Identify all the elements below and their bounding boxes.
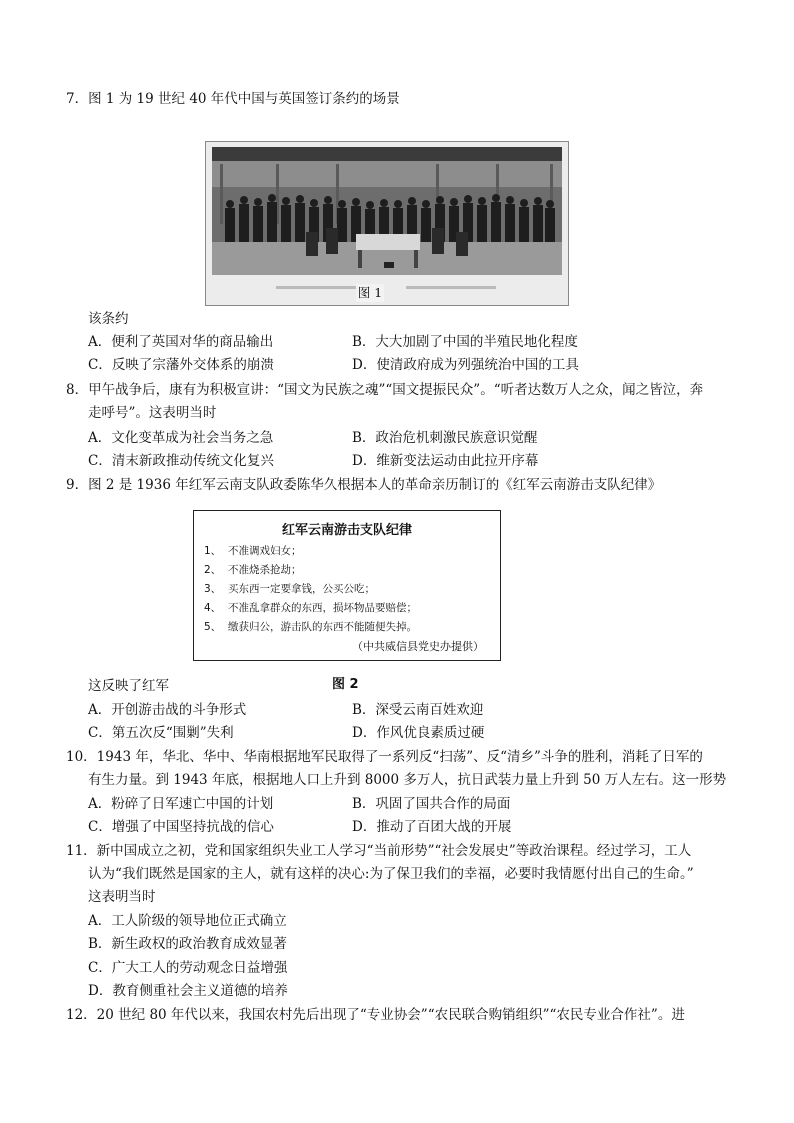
figure-2-caption: 图 2 <box>332 677 359 692</box>
treaty-photo-illustration <box>206 142 568 305</box>
q11-option-c: C．广大工人的劳动观念日益增强 <box>88 960 288 976</box>
q10-option-b: B．巩固了国共合作的局面 <box>352 796 511 812</box>
q11-stem-line-3: 这表明当时 <box>88 889 156 905</box>
q11-stem-line-2: 认为“我们既然是国家的主人，就有这样的决心:为了保卫我们的幸福，必要时我情愿付出自己的生命。” <box>88 866 694 882</box>
q8-option-b: B．政治危机刺激民族意识觉醒 <box>352 430 538 446</box>
q11-option-d: D．教育侧重社会主义道德的培养 <box>88 983 288 999</box>
q7-option-a: A．便利了英国对华的商品输出 <box>88 334 274 350</box>
q9-option-b: B．深受云南百姓欢迎 <box>352 702 484 718</box>
discipline-rule: 3、 买东西一定要拿钱，公买公吃； <box>204 583 375 595</box>
q8-option-a: A．文化变革成为社会当务之急 <box>88 430 274 446</box>
discipline-box-title: 红军云南游击支队纪律 <box>281 523 412 538</box>
q9-option-a: A．开创游击战的斗争形式 <box>88 702 247 718</box>
discipline-rule: 5、 缴获归公，游击队的东西不能随便失掉。 <box>204 621 417 633</box>
q11-stem-line-1: 11．新中国成立之初，党和国家组织失业工人学习“当前形势”“社会发展史”等政治课程。经过学习，工人 <box>66 843 692 859</box>
q8-option-d: D．维新变法运动由此拉开序幕 <box>352 453 539 469</box>
q7-stem: 7．图 1 为 19 世纪 40 年代中国与英国签订条约的场景 <box>66 91 400 107</box>
discipline-rule: 1、 不准调戏妇女； <box>204 545 302 557</box>
q10-option-d: D．推动了百团大战的开展 <box>352 819 512 835</box>
q10-stem-line-2: 有生力量。到 1943 年底，根据地人口上升到 8000 多万人，抗日武装力量上升到 50 万人左右。这一形势 <box>88 772 727 788</box>
q8-stem-line-1: 8．甲午战争后，康有为积极宣讲：“国文为民族之魂”“国文提振民众”。“听者达数万人之众，闻之皆泣，奔 <box>66 382 704 398</box>
figure-2-discipline-box <box>193 510 501 661</box>
q7-option-b: B．大大加剧了中国的半殖民地化程度 <box>352 334 578 350</box>
q9-option-d: D．作风优良素质过硬 <box>352 725 485 741</box>
q8-stem-line-2: 走呼号”。这表明当时 <box>88 405 217 421</box>
q7-option-d: D．使清政府成为列强统治中国的工具 <box>352 357 579 373</box>
discipline-rule: 2、 不准烧杀抢劫； <box>204 564 302 576</box>
q10-option-c: C．增强了中国坚持抗战的信心 <box>88 819 274 835</box>
q8-option-c: C．清末新政推动传统文化复兴 <box>88 453 274 469</box>
q9-stem: 9．图 2 是 1936 年红军云南支队政委陈华久根据本人的革命亲历制订的《红军云南游击支队纪律》 <box>66 477 662 493</box>
q7-lead: 该条约 <box>88 311 129 327</box>
q10-option-a: A．粉碎了日军速亡中国的计划 <box>88 796 274 812</box>
figure-1-treaty-photo <box>205 141 569 306</box>
q9-lead: 这反映了红军 <box>88 678 169 694</box>
q12-stem-line-1: 12．20 世纪 80 年代以来，我国农村先后出现了“专业协会”“农民联合购销组织”“农民专业合作社”。进 <box>66 1007 685 1023</box>
discipline-box-source: （中共威信县党史办提供） <box>352 640 484 653</box>
figure-1-caption: 图 1 <box>357 285 383 300</box>
discipline-rule: 4、 不准乱拿群众的东西，损坏物品要赔偿； <box>204 602 417 614</box>
q11-option-b: B．新生政权的政治教育成效显著 <box>88 936 287 952</box>
q9-option-c: C．第五次反“围剿”失利 <box>88 725 234 741</box>
q7-option-c: C．反映了宗藩外交体系的崩溃 <box>88 357 274 373</box>
q10-stem-line-1: 10．1943 年，华北、华中、华南根据地军民取得了一系列反“扫荡”、反“清乡”斗争的胜利，消耗了日军的 <box>66 749 703 765</box>
q11-option-a: A．工人阶级的领导地位正式确立 <box>88 913 287 929</box>
